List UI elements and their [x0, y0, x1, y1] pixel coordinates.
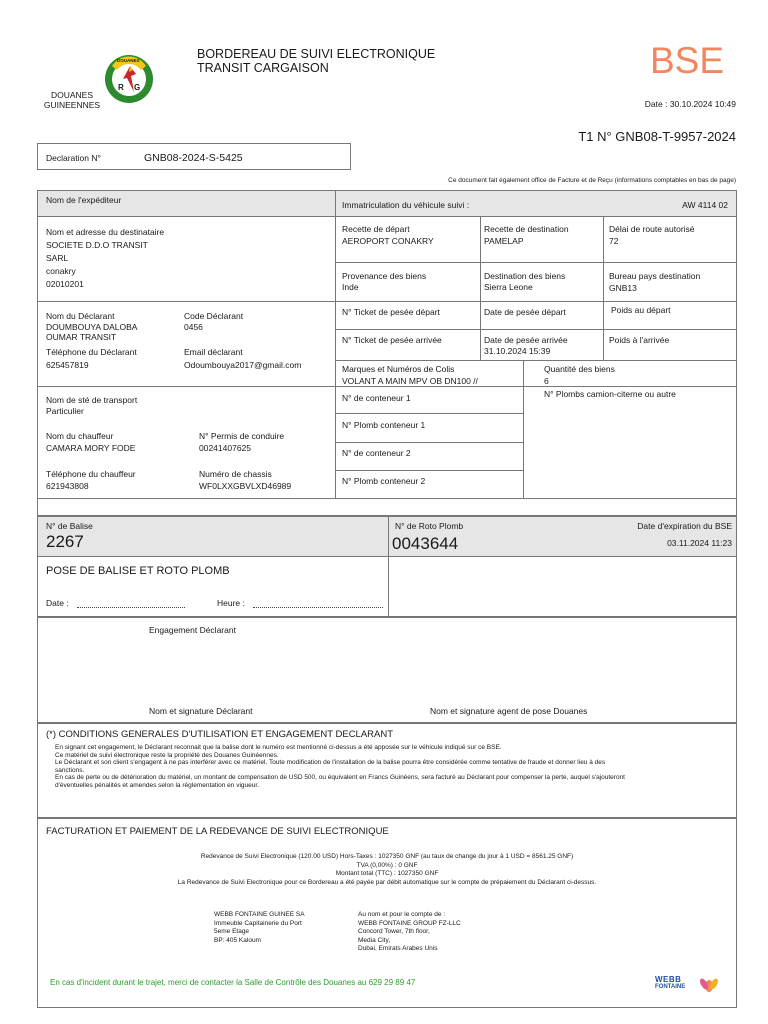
engagement-title: Engagement Déclarant [149, 625, 236, 635]
roto-number: 0043644 [392, 534, 459, 553]
declaration-box [37, 143, 351, 170]
address-left-line-2: Immeuble Capitainerie du Port [214, 919, 302, 927]
marques-value: VOLANT A MAIN MPV OB DN100 // [342, 376, 478, 386]
pose-heure-field[interactable] [217, 598, 383, 608]
agency-line-2: GUINEENNES [43, 100, 101, 110]
address-left-line-3: 5eme Etage [214, 928, 250, 935]
receipt-note: Ce document fait également office de Facture et de Reçu (informations comptables en bas de page) [448, 177, 736, 184]
poids-depart-label: Poids au départ [611, 305, 671, 315]
expiry-value: 03.11.2024 11:23 [667, 538, 732, 548]
plomb-1-label: N° Plomb conteneur 1 [342, 420, 426, 430]
brand-flower-icon [699, 975, 719, 993]
consignee-line-1: SOCIETE D.D.O TRANSIT [46, 240, 148, 250]
signature-declarant: Nom et signature Déclarant [149, 706, 253, 716]
billing-text [37, 853, 737, 887]
billing-line-3: Montant total (TTC) : 1027350 GNF [335, 870, 439, 877]
bureau-value: GNB13 [609, 283, 637, 293]
logo-letter-r: R [118, 83, 124, 92]
billing-line-2: TVA (0,00%) : 0 GNF [356, 861, 418, 869]
destination-value: Sierra Leone [484, 282, 533, 292]
billing-line-4: La Redevance de Suivi Electronique pour ce Bordereau a été payée par débit automatique sur le compte de prépaiement du Déclarant ci-dessus. [177, 878, 597, 886]
pose-date-label: Date : [46, 598, 69, 608]
declarant-code-label: Code Déclarant [184, 311, 244, 321]
quantite-label: Quantité des biens [544, 364, 615, 374]
permis-label: N° Permis de conduire [199, 431, 285, 441]
expiry-label: Date d'expiration du BSE [637, 521, 732, 531]
declarant-code-value: 0456 [184, 322, 203, 332]
date-depart-label: Date de pesée départ [484, 307, 566, 317]
delai-label: Délai de route autorisé [609, 224, 695, 234]
document-title [197, 47, 435, 75]
customs-logo [103, 52, 155, 106]
logo-arc-text: DOUANES [117, 58, 140, 63]
address-left-line-1: WEBB FONTAINE GUINEE SA [214, 911, 305, 918]
chassis-label: Numéro de chassis [199, 469, 272, 479]
driver-name-value: CAMARA MORY FODE [46, 443, 136, 453]
consignee-line-2: SARL [46, 253, 69, 263]
engagement-section [37, 617, 737, 723]
conditions-line-1: En signant cet engagement, le Déclarant reconnait que la balise dont le numéro est mentionné ci-dessus a été apposée sur le véhicule indiqué sur ce BSE. [55, 744, 502, 751]
bse-mark: BSE [650, 40, 725, 81]
conditions-text [55, 744, 727, 789]
delai-value: 72 [609, 236, 619, 246]
address-left [214, 911, 305, 945]
roto-label: N° de Roto Plomb [395, 521, 464, 531]
provenance-value: Inde [342, 282, 359, 292]
transport-company-label: Nom de sté de transport [46, 395, 138, 405]
address-left-line-4: BP: 405 Kaloum [214, 936, 261, 944]
declarant-email-value: Odoumbouya2017@gmail.com [184, 360, 302, 370]
conditions-line-6: d'éventuelles pénalités et amendes selon la réglementation en vigueur. [55, 781, 259, 789]
expediteur-label: Nom de l'expéditeur [46, 195, 122, 205]
declaration-label: Declaration N° [46, 153, 101, 163]
pose-heure-label: Heure : [217, 598, 245, 608]
address-right-line-3: Concord Tower, 7th floor, [358, 928, 430, 935]
declaration-value: GNB08-2024-S-5425 [144, 152, 243, 164]
pose-date-field[interactable] [46, 598, 185, 608]
declarant-phone-label: Téléphone du Déclarant [46, 347, 137, 357]
address-right-line-4: Media City, [358, 936, 391, 944]
balise-number: 2267 [46, 532, 84, 551]
webb-fontaine-logo [655, 975, 721, 995]
billing-title: FACTURATION ET PAIEMENT DE LA REDEVANCE DE SUIVI ELECTRONIQUE [46, 826, 389, 837]
driver-name-label: Nom du chauffeur [46, 431, 114, 441]
declarant-phone-value: 625457819 [46, 360, 89, 370]
date-arrivee-value: 31.10.2024 15:39 [484, 346, 551, 356]
title-line-1: BORDEREAU DE SUIVI ELECTRONIQUE [197, 47, 436, 61]
address-right-line-5: Dubai, Emirats Arabes Unis [358, 945, 438, 952]
signature-agent: Nom et signature agent de pose Douanes [430, 706, 588, 716]
declarant-name-line-1: DOUMBOUYA DALOBA [46, 322, 138, 332]
vehicle-label: Immatriculation du véhicule suivi : [342, 200, 470, 210]
consignee-block [46, 227, 164, 289]
chassis-value: WF0LXXGBVLXD46989 [199, 481, 292, 491]
balise-label: N° de Balise [46, 521, 93, 531]
plomb-2-label: N° Plomb conteneur 2 [342, 476, 426, 486]
provenance-label: Provenance des biens [342, 271, 427, 281]
permis-value: 00241407625 [199, 443, 252, 453]
driver-phone-value: 621943808 [46, 481, 89, 491]
recette-dest-value: PAMELAP [484, 236, 524, 246]
pose-title: POSE DE BALISE ET ROTO PLOMB [46, 565, 230, 577]
agency-name [37, 90, 107, 110]
incident-notice: En cas d'incident durant le trajet, merci de contacter la Salle de Contrôle des Douanes au 629 29 89 47 [50, 978, 416, 987]
brand-line-1: WEBB [655, 975, 682, 984]
destination-label: Destination des biens [484, 271, 566, 281]
billing-line-1: Redevance de Suivi Electronique (120.00 USD) Hors-Taxes : 1027350 GNF (au taux de change du jour à 1 USD = 8561.25 GNF) [200, 853, 574, 860]
bureau-label: Bureau pays destination [609, 271, 701, 281]
conteneur-1-label: N° de conteneur 1 [342, 393, 411, 403]
pose-heure-dots [253, 599, 383, 608]
consignee-line-4: 02010201 [46, 279, 84, 289]
issue-date: Date : 30.10.2024 10:49 [644, 99, 736, 109]
recette-depart-value: AEROPORT CONAKRY [342, 236, 434, 246]
agency-line-1: DOUANES [50, 90, 94, 100]
conditions-line-2: Ce matériel de suivi électronique reste la propriété des Douanes Guinéennes. [55, 751, 279, 759]
recette-depart-label: Recette de départ [342, 224, 410, 234]
date-arrivee-label: Date de pesée arrivée [484, 335, 568, 345]
ticket-arrivee-label: N° Ticket de pesée arrivée [342, 335, 442, 345]
consignee-label: Nom et adresse du destinataire [46, 227, 165, 237]
poids-arrivee-label: Poids à l'arrivée [609, 335, 670, 345]
recette-dest-label: Recette de destination [484, 224, 569, 234]
ticket-depart-label: N° Ticket de pesée départ [342, 307, 440, 317]
address-right [358, 911, 461, 954]
title-line-2: TRANSIT CARGAISON [197, 61, 329, 75]
address-right-line-1: Au nom et pour le compte de : [358, 911, 446, 918]
declarant-name-label: Nom du Déclarant [46, 311, 115, 321]
marques-label: Marques et Numéros de Colis [342, 364, 455, 374]
transport-company-value: Particulier [46, 406, 84, 416]
conditions-line-5: En cas de perte ou de détérioration du matériel, un montant de compensation de USD 500, ou équivalent en Francs Guinéens, sera facturé au Déclarant pour compenser la perte, auquel s'ajouteront [55, 774, 625, 781]
conditions-title: (*) CONDITIONS GENERALES D'UTILISATION ET ENGAGEMENT DECLARANT [46, 729, 394, 740]
vehicle-value: AW 4114 02 [682, 200, 728, 210]
logo-letter-g: G [134, 83, 141, 92]
t1-number: T1 N° GNB08-T-9957-2024 [578, 129, 736, 144]
conteneur-2-label: N° de conteneur 2 [342, 448, 411, 458]
declarant-email-label: Email déclarant [184, 347, 243, 357]
plombs-camion-label: N° Plombs camion-citerne ou autre [544, 389, 676, 399]
brand-line-2: FONTAINE [655, 984, 686, 990]
address-right-line-2: WEBB FONTAINE GROUP FZ-LLC [358, 919, 461, 927]
quantite-value: 6 [544, 376, 549, 386]
consignee-line-3: conakry [46, 266, 76, 276]
pose-date-dots [77, 599, 185, 608]
driver-phone-label: Téléphone du chauffeur [46, 469, 136, 479]
conditions-line-4: sanctions. [55, 766, 85, 774]
declarant-name-line-2: OUMAR TRANSIT [46, 332, 117, 342]
conditions-line-3: Le Déclarant et son client s'engagent à ne pas interférer avec ce matériel. Toute modification de l'installation de la balise pourra être considérée comme tentative de fraude et donner lieu à des [55, 759, 606, 766]
